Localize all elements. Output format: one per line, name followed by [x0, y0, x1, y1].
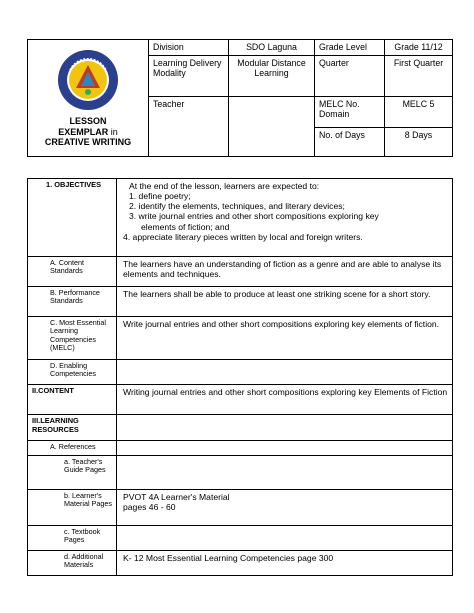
lesson-title-in: in [110, 126, 118, 137]
resources-label: III.LEARNING RESOURCES [28, 415, 117, 441]
teacher-value [229, 97, 315, 157]
table-row [28, 415, 453, 441]
quarter-label: Quarter [315, 56, 385, 97]
division-seal-logo [56, 48, 120, 112]
objective-item: 3. write journal entries and other short compositions exploring key [129, 211, 379, 222]
additional-materials-label: d. Additional Materials [28, 551, 117, 576]
melc-label: C. Most Essential Learning Competencies (MELC) [28, 317, 117, 360]
objective-item: 2. identify the elements, techniques, and literary devices; [129, 201, 345, 212]
textbook-value [117, 526, 453, 551]
content-standards-value: The learners have an understanding of fiction as a genre and are able to analyse its elements and techniques. [117, 257, 453, 287]
objectives-value [117, 179, 453, 257]
additional-materials-value: K- 12 Most Essential Learning Competencies page 300 [117, 551, 453, 576]
content-section-value: Writing journal entries and other short compositions exploring key Elements of Fiction [117, 385, 453, 415]
table-row [28, 551, 453, 576]
teachers-guide-value [117, 456, 453, 490]
learners-material-value [117, 490, 453, 526]
enabling-value [117, 360, 453, 385]
enabling-label: D. Enabling Competencies [28, 360, 117, 385]
melc-no-value: MELC 5 [385, 97, 453, 128]
content-standards-label: A. Content Standards [28, 257, 117, 287]
grade-value: Grade 11/12 [385, 40, 453, 56]
objective-item: 4. appreciate literary pieces written by local and foreign writers. [123, 231, 363, 242]
lesson-title-line3: CREATIVE WRITING [44, 137, 132, 148]
teacher-label: Teacher [149, 97, 229, 157]
lesson-title-line1: LESSON [69, 115, 107, 126]
table-row [28, 257, 453, 287]
division-label: Division [149, 40, 229, 56]
modality-label: Learning Delivery Modality [149, 56, 229, 97]
table-row [28, 385, 453, 415]
lesson-title-line2: EXEMPLAR [58, 126, 109, 137]
objective-item: 1. define poetry; [129, 191, 191, 202]
objectives-label: 1. OBJECTIVES [28, 179, 117, 257]
melc-value: Write journal entries and other short compositions exploring key elements of fiction. [117, 317, 453, 360]
objective-item: elements of fiction; and [141, 221, 230, 232]
performance-standards-label: B. Performance Standards [28, 287, 117, 317]
table-row [28, 179, 453, 257]
learners-material-label: b. Learner's Material Pages [28, 490, 117, 526]
teachers-guide-label: a. Teacher's Guide Pages [28, 456, 117, 490]
table-row [28, 456, 453, 490]
table-row [28, 360, 453, 385]
resources-value [117, 415, 453, 441]
quarter-value: First Quarter [385, 56, 453, 97]
days-label: No. of Days [315, 128, 385, 157]
references-label: A. References [28, 441, 117, 456]
modality-value: Modular Distance Learning [229, 56, 315, 97]
table-row [28, 490, 453, 526]
table-row [28, 287, 453, 317]
grade-label: Grade Level [315, 40, 385, 56]
content-section-label: II.CONTENT [28, 385, 117, 415]
learners-material-line2: pages 46 - 60 [123, 502, 176, 513]
references-value [117, 441, 453, 456]
table-row [28, 526, 453, 551]
days-value: 8 Days [385, 128, 453, 157]
division-value: SDO Laguna [229, 40, 315, 56]
melc-no-label: MELC No. Domain [315, 97, 385, 128]
performance-standards-value: The learners shall be able to produce at least one striking scene for a short story. [117, 287, 453, 317]
objectives-intro: At the end of the lesson, learners are expected to: [129, 181, 320, 191]
header-table [27, 39, 453, 157]
lesson-table [27, 178, 453, 576]
logo-cell [28, 40, 149, 157]
table-row [28, 441, 453, 456]
learners-material-line1: PVOT 4A Learner's Material [123, 492, 230, 502]
textbook-label: c. Textbook Pages [28, 526, 117, 551]
table-row [28, 317, 453, 360]
